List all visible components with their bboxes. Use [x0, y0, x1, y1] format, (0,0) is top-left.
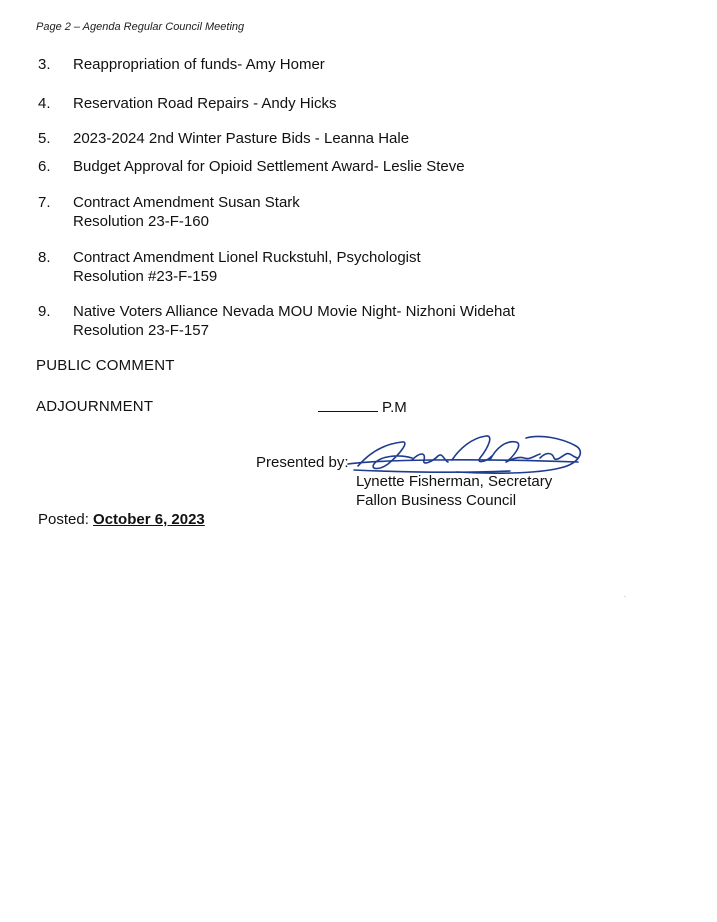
agenda-item-title: Reservation Road Repairs - Andy Hicks	[73, 95, 337, 112]
posted-line	[38, 511, 205, 528]
agenda-item-number: 8.	[38, 249, 51, 266]
agenda-item-resolution: Resolution 23-F-160	[73, 213, 209, 230]
time-blank-line	[318, 399, 378, 412]
agenda-item-number: 6.	[38, 158, 51, 175]
agenda-item-number: 4.	[38, 95, 51, 112]
signer-name: Lynette Fisherman, Secretary	[356, 473, 553, 490]
adjournment-time	[318, 399, 407, 416]
agenda-item-number: 3.	[38, 56, 51, 73]
adjournment-heading: ADJOURNMENT	[36, 398, 154, 415]
agenda-item-title: Reappropriation of funds- Amy Homer	[73, 56, 325, 73]
posted-label: Posted:	[38, 511, 89, 528]
agenda-item-number: 7.	[38, 194, 51, 211]
signer-organization: Fallon Business Council	[356, 492, 517, 509]
agenda-item-title: Contract Amendment Lionel Ruckstuhl, Psychologist	[73, 249, 421, 266]
scan-artifact	[624, 596, 626, 597]
page-header: Page 2 – Agenda Regular Council Meeting	[36, 21, 245, 33]
agenda-item-title: 2023-2024 2nd Winter Pasture Bids - Leanna Hale	[73, 130, 410, 147]
agenda-item-title: Native Voters Alliance Nevada MOU Movie Night- Nizhoni Widehat	[73, 303, 515, 320]
agenda-item-title: Budget Approval for Opioid Settlement Award- Leslie Steve	[73, 158, 465, 175]
agenda-item-resolution: Resolution 23-F-157	[73, 322, 209, 339]
public-comment-heading: PUBLIC COMMENT	[36, 357, 175, 374]
agenda-item-title: Contract Amendment Susan Stark	[73, 194, 300, 211]
agenda-item-number: 9.	[38, 303, 51, 320]
presented-by-label: Presented by:	[256, 454, 349, 471]
posted-date: October 6, 2023	[93, 511, 205, 528]
time-suffix: P.M	[382, 399, 407, 416]
agenda-item-resolution: Resolution #23-F-159	[73, 268, 218, 285]
agenda-item-number: 5.	[38, 130, 51, 147]
